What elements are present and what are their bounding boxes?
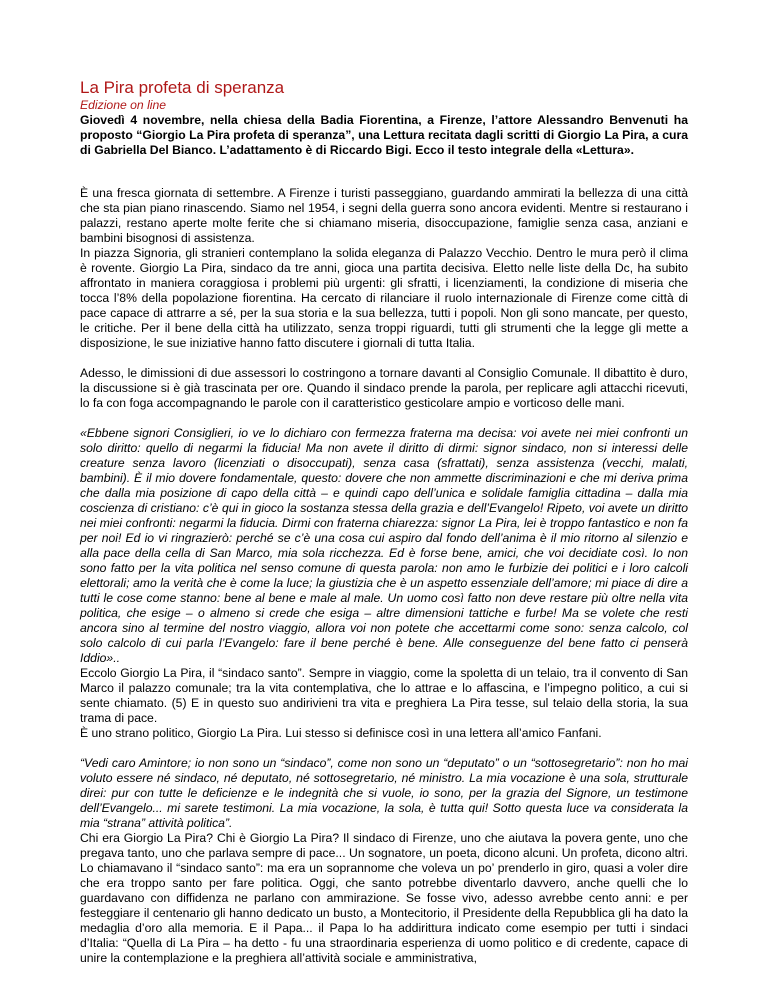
paragraph-1: È una fresca giornata di settembre. A Firenze i turisti passeggiano, guardando ammirati la bellezza di una città che sta pian piano rinascendo. Siamo nel 1954, i segni della guerra sono ancora evidenti. Mentre si restaurano i palazzi, restano aperte molte ferite che si chiamano miseria, disoccupazione, famiglie senza casa, anziani e bambini bisognosi di assistenza.: [80, 186, 688, 245]
article: [80, 78, 688, 966]
paragraph-6: Chi era Giorgio La Pira? Chi è Giorgio La Pira? Il sindaco di Firenze, uno che aiutava la povera gente, uno che pregava tanto, uno che parlava sempre di pace... Un sognatore, un poeta, dicono alcuni. Un profeta, dicono altri. Lo chiamavano il “sindaco santo”: ma era un soprannome che voleva un po’ prenderlo in giro, quasi a voler dire che era troppo santo per fare politica. Oggi, che santo potrebbe diventarlo davvero, anche quelli che lo guardavano con diffidenza ne parlano con ammirazione. Se fosse vivo, adesso avrebbe cento anni: e per festeggiare il centenario gli hanno dedicato un busto, a Montecitorio, il Presidente della Repubblica gli ha dato la medaglia d’oro alla memoria. E il Papa... il Papa lo ha addirittura indicato come esempio per tutti i sindaci d’Italia: “Quella di La Pira – ha detto - fu una straordinaria esperienza di uomo politico e di credente, capace di unire la contemplazione e la preghiera all’attività sociale e amministrativa,: [80, 831, 688, 965]
edition-label: Edizione on line: [80, 98, 167, 112]
article-title: La Pira profeta di speranza: [80, 78, 285, 97]
paragraph-4: Eccolo Giorgio La Pira, il “sindaco santo”. Sempre in viaggio, come la spoletta di un telaio, tra il convento di San Marco il palazzo comunale; tra la vita contemplativa, che lo attrae e lo affascina, e l’impegno politico, a cui si sente chiamato. (5) E in questo suo andirivieni tra vita e preghiera La Pira tesse, sul telaio della storia, la sua trama di pace.: [80, 666, 688, 725]
quote-letter: “Vedi caro Amintore; io non sono un “sindaco”, come non sono un “deputato” o un “sottosegretario”: non ho mai voluto essere né sindaco, né deputato, né sottosegretario, né ministro. La mia vocazione è una sola, strutturale direi: pur con tutte le deficienze e le indegnità che si vuole, io sono, per la grazia del Signore, un testimone dell’Evangelo... mi sarete testimoni. La mia vocazione, la sola, è tutta qui! Sotto questa luce va considerata la mia “strana” attività politica”.: [80, 756, 688, 830]
paragraph-3: Adesso, le dimissioni di due assessori lo costringono a tornare davanti al Consiglio Comunale. Il dibattito è duro, la discussione si è già trascinata per ore. Quando il sindaco prende la parola, per replicare agli attacchi ricevuti, lo fa con foga accompagnando le parole con il caratteristico gesticolare ampio e vorticoso delle mani.: [80, 366, 688, 410]
paragraph-2: In piazza Signoria, gli stranieri contemplano la solida eleganza di Palazzo Vecchio. Dentro le mura però il clima è rovente. Giorgio La Pira, sindaco da tre anni, gioca una partita decisiva. Eletto nelle liste della Dc, ha subito affrontato in maniera coraggiosa i problemi più urgenti: gli sfratti, i licenziamenti, la condizione di miseria che tocca l’8% della popolazione fiorentina. Ha cercato di rilanciare il ruolo internazionale di Firenze come città di pace capace di attrarre a sé, per la sua storia e la sua bellezza, tutti i popoli. Non gli sono mancate, per questo, le critiche. Per il bene della città ha utilizzato, senza troppi riguardi, tutti gli strumenti che la legge gli mette a disposizione, le sue iniziative hanno fatto discutere i giornali di tutta Italia.: [80, 246, 688, 350]
article-lead: Giovedì 4 novembre, nella chiesa della Badia Fiorentina, a Firenze, l’attore Alessandro Benvenuti ha proposto “Giorgio La Pira profeta di speranza”, una Lettura recitata dagli scritti di Giorgio La Pira, a cura di Gabriella Del Bianco. L’adattamento è di Riccardo Bigi. Ecco il testo integrale della «Lettura».: [80, 113, 688, 157]
paragraph-5: È uno strano politico, Giorgio La Pira. Lui stesso si definisce così in una lettera all’amico Fanfani.: [80, 726, 602, 740]
quote-speech: «Ebbene signori Consiglieri, io ve lo dichiaro con fermezza fraterna ma decisa: voi avete nei miei confronti un solo diritto: quello di negarmi la fiducia! Ma non avete il diritto di dirmi: signor sindaco, non si interessi delle creature senza lavoro (licenziati o disoccupati), senza casa (sfrattati), senza assistenza (vecchi, malati, bambini). È il mio dovere fondamentale, questo: dovere che non ammette discriminazioni e che mi deriva prima che dalla mia posizione di capo della città – e quindi capo dell’unica e solidale famiglia cittadina – dalla mia coscienza di cristiano: c’è qui in gioco la sostanza stessa della grazia e dell’Evangelo! Ripeto, voi avete un diritto nei miei confronti: negarmi la fiducia. Dirmi con fraterna chiarezza: signor La Pira, lei è troppo fantastico e non fa per noi! Ed io vi ringrazierò: perché se c’è una cosa cui aspiro dal fondo dell’anima è il mio ritorno al silenzio e alla pace della cella di San Marco, mia sola ricchezza. Ed è forse bene, amici, che voi decidiate così. Io non sono fatto per la vita politica nel senso comune di questa parola: non amo le furbizie dei politici e i loro calcoli elettorali; amo la verità che è come la luce; la giustizia che è un aspetto essenziale dell’amore; mi piace di dire a tutti le cose come stanno: bene al bene e male al male. Un uomo così fatto non deve restare più oltre nella vita politica, che esige – o almeno si crede che esiga – altre dimensioni tattiche e furbe! Ma se volete che resti ancora sino al termine del nostro viaggio, allora voi non potete che accettarmi come sono: senza calcolo, col solo calcolo di cui parla l’Evangelo: fare il bene perché è bene. Alle conseguenze del bene fatto ci penserà Iddio»..: [80, 426, 688, 665]
